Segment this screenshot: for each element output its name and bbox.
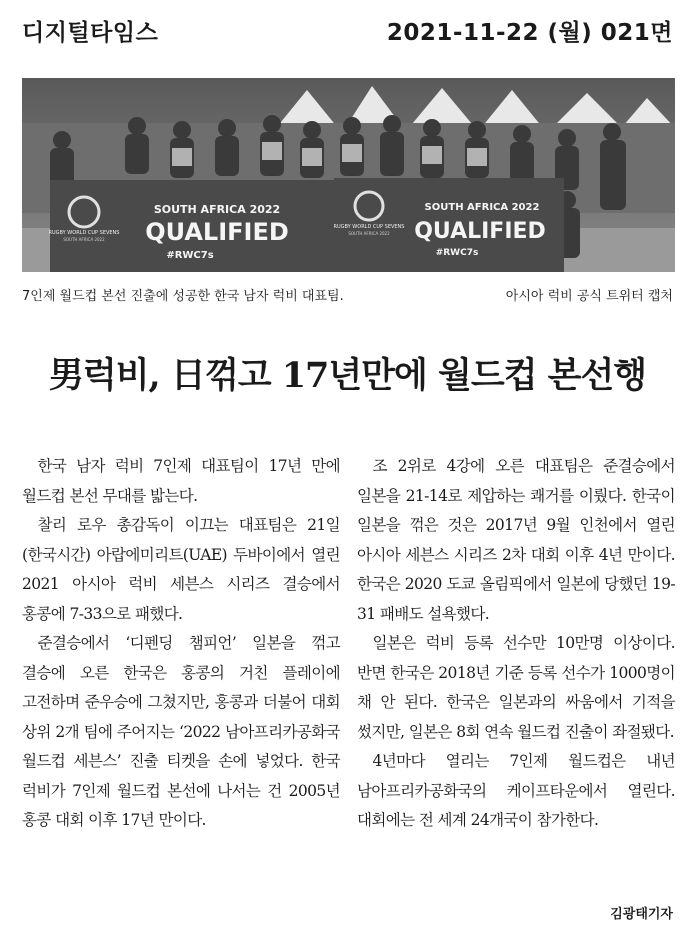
article-paragraph: 조 2위로 4강에 오른 대표팀은 준결승에서 일본을 21-14로 제압하는 쾌거를 이뤘다. 한국이 일본을 꺾은 것은 2017년 9월 인천에서 열린 아시아 세븐스 시리즈 2차 대회 이후 4년 만이다. 한국은 2020 도쿄 올림픽에서 일본에 당했던 19-31 패배도 설욕했다. (357, 457, 675, 623)
svg-text:SOUTH AFRICA 2022: SOUTH AFRICA 2022 (348, 231, 390, 236)
masthead (22, 14, 673, 50)
article-paragraph: 일본은 럭비 등록 선수만 10만명 이상이다. 반면 한국은 2018년 기준 등록 선수가 1000명이 채 안 된다. 한국은 일본과의 싸움에서 기적을 썼지만, 일본은 8회 연속 월드컵 진출이 좌절됐다. (357, 634, 675, 741)
svg-text:QUALIFIED: QUALIFIED (414, 219, 546, 244)
svg-text:RUGBY WORLD CUP SEVENS: RUGBY WORLD CUP SEVENS (48, 230, 120, 236)
photo-caption (22, 285, 673, 305)
article-column-right (357, 452, 675, 836)
article-paragraph: 한국 남자 럭비 7인제 대표팀이 17년 만에 월드컵 본선 무대를 밟는다. (22, 457, 340, 505)
svg-text:#RWC7s: #RWC7s (435, 248, 479, 258)
article-paragraph: 4년마다 열리는 7인제 월드컵은 내년 남아프리카공화국의 케이프타운에서 열린다. 대회에는 전 세계 24개국이 참가한다. (357, 752, 675, 829)
issue-dateline: 2021-11-22 (월) 021면 (386, 20, 673, 46)
publication-name: 디지털타임스 (22, 20, 159, 46)
caption-text: 7인제 월드컵 본선 진출에 성공한 한국 남자 럭비 대표팀. (22, 289, 344, 304)
article-paragraph: 준결승에서 ‘디펜딩 챔피언’ 일본을 꺾고 결승에 오른 한국은 홍콩의 거친 플레이에 고전하며 준우승에 그쳤지만, 홍콩과 더불어 대회 상위 2개 팀에 주어지는 ‘2022 남아프리카공화국 월드컵 세븐스’ 진출 티켓을 손에 넣었다. 한국 럭비가 7인제 월드컵 본선에 나서는 건 2005년 홍콩 대회 이후 17년 만이다. (22, 634, 340, 829)
photo-credit: 아시아 럭비 공식 트위터 캡처 (505, 289, 673, 304)
qualified-banner-left (49, 180, 335, 272)
article-paragraph: 찰리 로우 총감독이 이끄는 대표팀은 21일(한국시간) 아랍에미리트(UAE) 두바이에서 열린 2021 아시아 럭비 세븐스 시리즈 결승에서 홍콩에 7-33으로 패했다. (22, 516, 340, 623)
article-column-left (22, 452, 340, 836)
svg-text:SOUTH AFRICA 2022: SOUTH AFRICA 2022 (63, 237, 105, 242)
svg-text:RUGBY WORLD CUP SEVENS: RUGBY WORLD CUP SEVENS (333, 224, 405, 230)
byline: 김광태기자 (610, 907, 673, 922)
svg-text:#RWC7s: #RWC7s (166, 250, 214, 261)
svg-text:QUALIFIED: QUALIFIED (145, 218, 289, 246)
qualified-banner-right (334, 178, 564, 272)
svg-text:SOUTH AFRICA 2022: SOUTH AFRICA 2022 (424, 202, 540, 213)
svg-text:SOUTH AFRICA 2022: SOUTH AFRICA 2022 (153, 203, 281, 216)
headline: 男럭비, 日꺾고 17년만에 월드컵 본선행 (48, 355, 647, 396)
team-photo (22, 78, 675, 272)
